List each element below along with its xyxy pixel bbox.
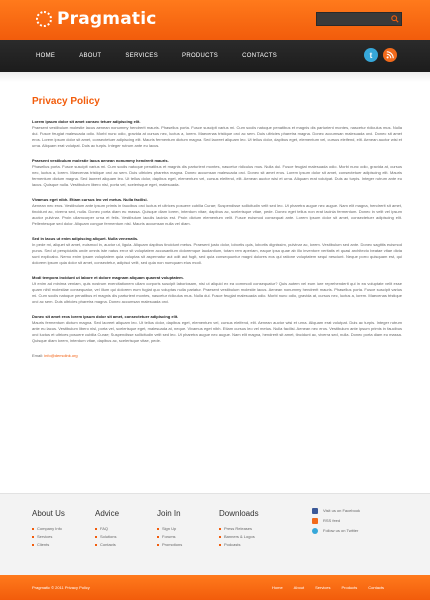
- paragraph-body: In pede mi, aliquet sit amet, euismod in, auctor ut, ligula. Aliquam dapibus tincidunt metus. Praesent justo dolor, lobortis quis, lobortis dignissim, pulvinar ac, lorem. Vestibulum sed ante. Donec sagittis euismod purus. Sed ut perspiciatis unde omnis iste natus error sit voluptatem accusantium doloremque laudantium, totam rem aperiam, eaque ipsa quae ab illo inventore veritatis et quasi architecto beatae vitae dicta sunt explicabo. Nemo enim ipsam voluptatem quia voluptas sit aspernatur aut odit aut fugit, sed quia consequuntur magni dolores eos qui ratione voluptatem sequi nesciunt. Neque porro quisquam est, qui dolorem ipsum quia dolor sit amet, consectetur, adipisci velit, sed quia non numquam eius modi.: [32, 242, 402, 265]
- footer-social-rss[interactable]: RSS feed: [312, 516, 360, 526]
- paragraph-heading: Praesent vestibulum molestie lacus aenean nonummy hendrerit mauris.: [32, 158, 169, 163]
- bottom-nav-about[interactable]: About: [293, 585, 305, 590]
- footer-column-join: [157, 509, 182, 549]
- bottom-nav-products[interactable]: Products: [341, 585, 358, 590]
- footer-column-title: About Us: [32, 509, 65, 518]
- policy-paragraph: [32, 275, 402, 305]
- footer-link[interactable]: Contacts: [95, 541, 119, 549]
- twitter-icon: [312, 528, 318, 534]
- email-line: [32, 353, 402, 358]
- paragraph-heading: Donec sit amet eros lorem ipsum dolor sit amet, consectetuer adipiscing elit.: [32, 314, 179, 319]
- bullet-icon: [157, 544, 159, 546]
- footer-link[interactable]: FAQ: [95, 525, 119, 533]
- email-link[interactable]: info@demolink.org: [44, 353, 78, 358]
- header-social: [364, 48, 402, 62]
- main-nav: [36, 40, 301, 72]
- footer-social-facebook[interactable]: Visit us on Facebook: [312, 506, 360, 516]
- nav-services[interactable]: SERVICES: [125, 53, 159, 59]
- footer-link[interactable]: Forums: [157, 533, 182, 541]
- bullet-icon: [95, 544, 97, 546]
- paragraph-heading: Vivamus eget nibh. Etiam cursus leo vel metus. Nulla facilisi.: [32, 197, 148, 202]
- footer-link[interactable]: Promotions: [157, 541, 182, 549]
- paragraph-body: Mauris fermentum dictum magna. Sed laoreet aliquam leo. Ut tellus dolor, dapibus eget, elementum vel, cursus eleifend, elit. Aenean auctor wisi et urna. Aliquam erat volutpat. Duis ac turpis. Integer rutrum ante eu lacus. Vestibulum libero nisl, porta vel, scelerisque eget, malesuada at, neque. Vivamus eget nibh. Etiam cursus leo vel metus. Nulla facilisi. Aenean nec eros. Vestibulum ante ipsum primis in faucibus orci luctus et ultrices posuere cubilia Curae; Suspendisse sollicitudin velit sed leo. Ut pharetra augue nec augue. Nam elit magna, hendrerit sit amet, tincidunt ac, viverra sed, nulla. Donec porta diam eu massa. Quisque diam lorem, interdum vitae, dapibus ac, scelerisque vitae, pede.: [32, 320, 402, 343]
- paragraph-body: Phasellus porta. Fusce suscipit varius mi. Cum sociis natoque penatibus et magnis dis parturient montes, nascetur ridiculus mus. Nulla dui. Fusce feugiat malesuada odio. Morbi nunc odio, gravida at, cursus nec, luctus a, lorem. Maecenas tristique orci ac sem. Duis ultricies pharetra magna. Donec accumsan malesuada orci. Donec sit amet eros. Lorem ipsum dolor sit amet, consectetuer adipiscing elit. Mauris fermentum dictum magna. Sed laoreet aliquam leo. Ut tellus dolor, dapibus eget, elementum vel, cursus eleifend, elit. Aenean auctor wisi et urna. Aliquam erat volutpat. Duis ac turpis. Integer rutrum ante eu lacus. Quisque nulla. Vestibulum libero nisl, porta vel, scelerisque eget, malesuada.: [32, 164, 402, 187]
- header-top-bar: [0, 0, 430, 40]
- bottom-nav-contacts[interactable]: Contacts: [368, 585, 385, 590]
- paragraph-body: Aenean nec eros. Vestibulum ante ipsum primis in faucibus orci luctus et ultrices posuere cubilia Curae; Suspendisse sollicitudin velit sed leo. Ut pharetra augue nec augue. Nam elit magna, hendrerit sit amet, tincidunt ac, viverra sed, nulla. Donec porta diam eu massa. Quisque diam lorem, interdum vitae, dapibus ac, scelerisque vitae, pede. Donec eget tellus non erat lacinia fermentum. Donec in velit vel ipsum auctor pulvinar. Proin ullamcorper urna et felis. Vestibulum iaculis lacinia est. Proin dictum elementum velit. Fusce euismod consequat ante. Lorem ipsum dolor sit amet, consectetuer adipiscing elit. Pellentesque sed dolor. Aliquam congue fermentum nisl. Mauris accumsan nulla vel diam.: [32, 203, 402, 226]
- footer-column-about: [32, 509, 65, 549]
- logo-text: Pragmatic: [57, 9, 157, 29]
- footer-link[interactable]: Banners & Logos: [219, 533, 259, 541]
- bottom-nav-home[interactable]: Home: [272, 585, 283, 590]
- nav-home[interactable]: HOME: [36, 53, 56, 59]
- nav-contacts[interactable]: CONTACTS: [242, 53, 278, 59]
- logo-mark-icon: [36, 11, 52, 27]
- nav-products[interactable]: PRODUCTS: [182, 53, 219, 59]
- paragraph-heading: Lorem ipsum dolor sit amet consec tetuer adipiscing elit.: [32, 119, 141, 124]
- bullet-icon: [32, 536, 34, 538]
- footer-column-title: Downloads: [219, 509, 259, 518]
- footer-link[interactable]: Podcasts: [219, 541, 259, 549]
- policy-paragraph: [32, 158, 402, 188]
- bullet-icon: [219, 544, 221, 546]
- policy-paragraph: [32, 314, 402, 344]
- footer-link[interactable]: Clients: [32, 541, 65, 549]
- bottom-bar: [0, 575, 430, 600]
- email-label: Email:: [32, 353, 44, 358]
- footer-column-advice: [95, 509, 119, 549]
- logo[interactable]: [36, 9, 157, 29]
- footer-link[interactable]: Company Info: [32, 525, 65, 533]
- bullet-icon: [157, 536, 159, 538]
- footer-social-twitter[interactable]: Follow us on Twitter: [312, 526, 360, 536]
- paragraph-heading: Modi tempora incidunt ut labore et dolore magnam aliquam quaerat voluptatem.: [32, 275, 184, 280]
- search-icon[interactable]: [391, 15, 399, 23]
- paragraph-body: Ut enim ad minima veniam, quis nostrum exercitationem ullam corporis suscipit laboriosam, nisi ut aliquid ex ea commodi consequatur? Quis autem vel eum iure reprehenderit qui in ea voluptate velit esse quam nihil molestiae consequatur, vel illum qui dolorem eum fugiat quo voluptas nulla pariatur. Praesent vestibulum molestie lacus. Aenean nonummy hendrerit mauris. Phasellus porta. Fusce suscipit varius mi. Cum sociis natoque penatibus et magnis dis parturient montes, nascetur ridiculus mus. Nulla dui. Fusce feugiat malesuada odio. Morbi nunc odio, gravida at, cursus nec, luctus a, lorem. Maecenas tristique orci ac sem. Duis ultricies pharetra magna. Donec accumsan malesuada orci.: [32, 281, 402, 304]
- footer-column-title: Advice: [95, 509, 120, 518]
- policy-paragraph: [32, 119, 402, 149]
- bullet-icon: [95, 536, 97, 538]
- bullet-icon: [157, 528, 159, 530]
- footer-column-downloads: [219, 509, 259, 549]
- bottom-nav-services[interactable]: Services: [315, 585, 331, 590]
- footer-social: [312, 506, 360, 536]
- copyright-text: Pragmatic © 2011 Privacy Policy: [32, 585, 90, 590]
- facebook-icon: [312, 508, 318, 514]
- bullet-icon: [219, 528, 221, 530]
- paragraph-heading: Sed in lacus ut enim adipiscing aliquet. Nulla venenatis.: [32, 236, 139, 241]
- rss-icon[interactable]: [383, 48, 397, 62]
- main-navbar: [0, 40, 430, 72]
- rss-icon: [312, 518, 318, 524]
- nav-shadow: [0, 72, 430, 82]
- nav-about[interactable]: ABOUT: [79, 53, 102, 59]
- policy-paragraph: [32, 197, 402, 227]
- footer-link[interactable]: Sign Up: [157, 525, 182, 533]
- footer: [0, 493, 430, 575]
- search-box[interactable]: [316, 12, 402, 26]
- bullet-icon: [219, 536, 221, 538]
- footer-link[interactable]: Solutions: [95, 533, 119, 541]
- page-title: Privacy Policy: [32, 96, 100, 107]
- footer-link[interactable]: Press Releases: [219, 525, 259, 533]
- policy-paragraph: [32, 236, 402, 266]
- bullet-icon: [32, 544, 34, 546]
- paragraph-body: Praesent vestibulum molestie lacus aenean nonummy hendrerit mauris. Phasellus porta. Fusce suscipit varius mi. Cum sociis natoque penatibus et magnis dis parturient montes, nascetur ridiculus mus. Nulla dui. Fusce feugiat malesuada odio. Morbi nunc odio, gravida at cursus nec, luctus a, lorem. Maecenas tristique orci ac sem. Duis ultricies pharetra magna. Donec accumsan malesuada orci. Donec sit amet eros. Lorem ipsum dolor sit amet, consectetuer adipiscing elit. Mauris fermentum dictum magna. Sed laoreet aliquam leo. Ut tellus dolor, dapibus eget, elementum vel, cursus eleifend, elit. Aenean auctor wisi et urna. Aliquam erat volutpat. Duis ac turpis. Integer rutrum ante eu lacus.: [32, 125, 402, 148]
- footer-link[interactable]: Services: [32, 533, 65, 541]
- search-input[interactable]: [317, 19, 387, 31]
- main-content: [32, 96, 402, 358]
- footer-column-title: Join In: [157, 509, 181, 518]
- bullet-icon: [95, 528, 97, 530]
- twitter-icon[interactable]: t: [364, 48, 378, 62]
- bullet-icon: [32, 528, 34, 530]
- bottom-nav: [272, 585, 395, 590]
